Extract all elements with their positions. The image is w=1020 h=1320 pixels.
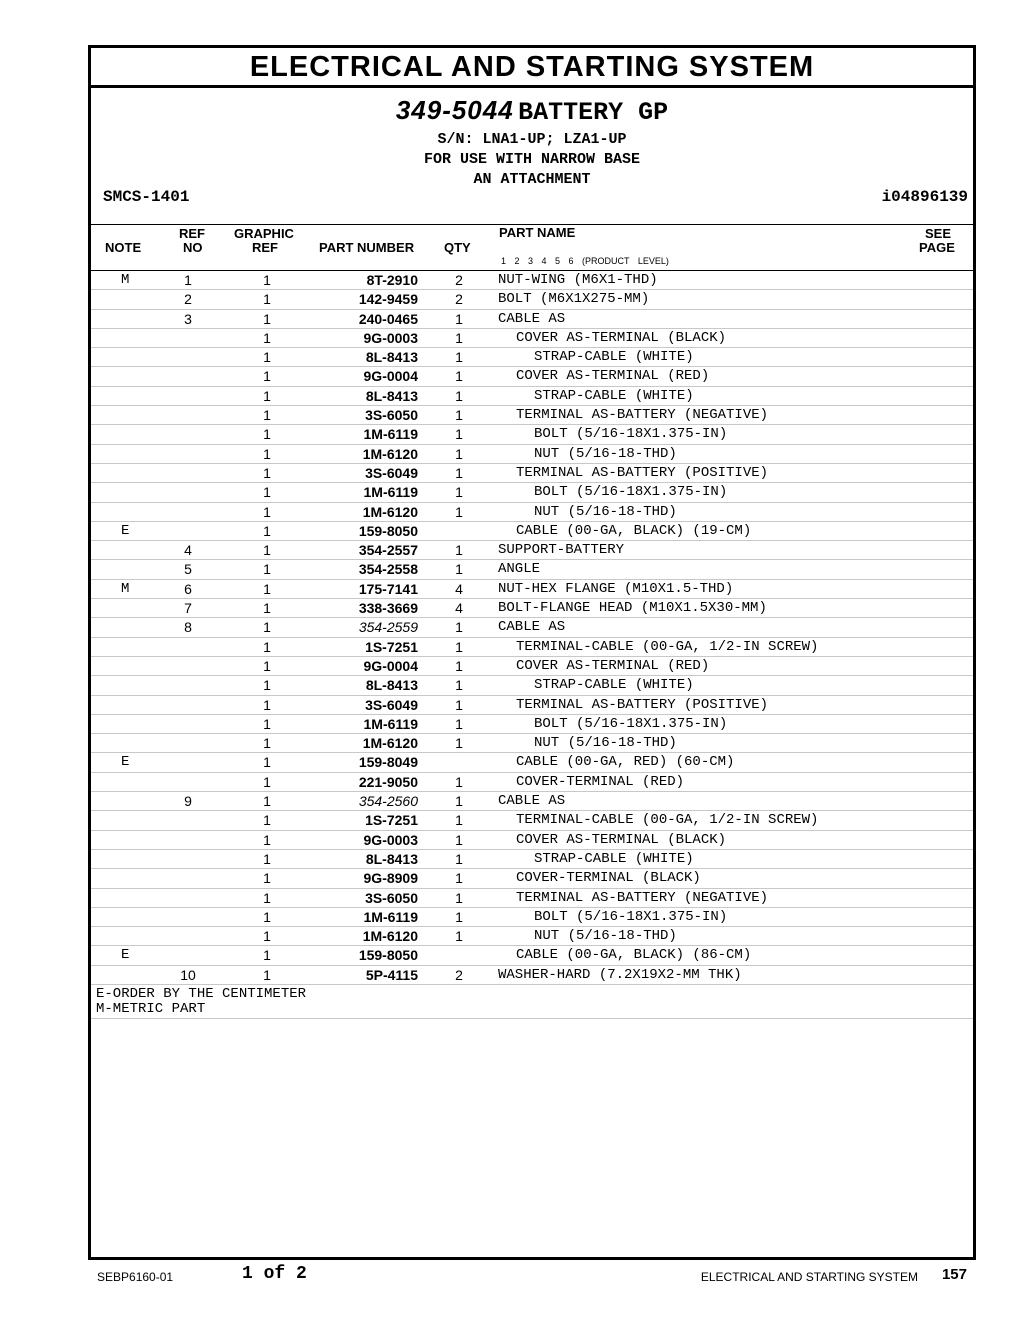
part-name-cell: COVER-TERMINAL (RED) xyxy=(516,773,685,790)
graphic-ref-cell: 1 xyxy=(263,272,271,288)
qty-cell: 1 xyxy=(455,812,463,829)
table-row xyxy=(91,310,973,329)
part-name-cell: BOLT-FLANGE HEAD (M10X1.5X30-MM) xyxy=(498,600,767,617)
footer-page-of: 1 of 2 xyxy=(242,1264,307,1284)
col-product-levels: 1 2 3 4 5 6 (PRODUCT LEVEL) xyxy=(501,256,669,266)
qty-cell: 2 xyxy=(455,272,463,288)
qty-cell: 1 xyxy=(455,561,463,578)
graphic-ref-cell: 1 xyxy=(263,870,271,887)
part-name-cell: BOLT (5/16-18X1.375-IN) xyxy=(534,426,728,443)
part-name-cell: COVER AS-TERMINAL (RED) xyxy=(516,368,710,385)
qty-cell: 1 xyxy=(455,735,463,752)
part-name-cell: COVER AS-TERMINAL (BLACK) xyxy=(516,831,727,848)
table-row xyxy=(91,503,973,522)
graphic-ref-cell: 1 xyxy=(263,484,271,501)
table-row xyxy=(91,850,973,869)
part-number-cell[interactable]: 9G-8909 xyxy=(363,870,418,887)
col-ref-bottom: NO xyxy=(183,240,203,255)
graphic-ref-cell: 1 xyxy=(263,561,271,578)
col-qty: QTY xyxy=(444,240,471,255)
part-number-cell[interactable]: 8T-2910 xyxy=(366,272,418,288)
page-footer xyxy=(0,1264,1020,1288)
parts-table xyxy=(91,271,973,985)
graphic-ref-cell: 1 xyxy=(263,600,271,617)
part-name-cell: CABLE AS xyxy=(498,793,566,810)
table-row xyxy=(91,946,973,965)
table-row xyxy=(91,908,973,927)
group-header xyxy=(91,95,973,206)
table-row xyxy=(91,638,973,657)
section-title-bar xyxy=(91,48,973,88)
qty-cell: 1 xyxy=(455,349,463,366)
graphic-ref-cell: 1 xyxy=(263,368,271,385)
table-row xyxy=(91,560,973,579)
part-name-cell: CABLE (00-GA, BLACK) (86-CM) xyxy=(516,947,752,964)
table-row xyxy=(91,753,973,772)
usage-line-2: AN ATTACHMENT xyxy=(473,171,591,188)
graphic-ref-cell: 1 xyxy=(263,522,271,539)
part-name-cell: WASHER-HARD (7.2X19X2-MM THK) xyxy=(498,966,742,983)
qty-cell: 1 xyxy=(455,638,463,655)
qty-cell: 1 xyxy=(455,657,463,674)
part-name-cell: CABLE AS xyxy=(498,310,566,327)
table-row xyxy=(91,406,973,425)
table-row xyxy=(91,329,973,348)
graphic-ref-cell: 1 xyxy=(263,831,271,848)
col-part-name: PART NAME xyxy=(499,225,576,240)
graphic-ref-cell: 1 xyxy=(263,310,271,327)
footer-section: ELECTRICAL AND STARTING SYSTEM xyxy=(700,1270,918,1284)
graphic-ref-cell: 1 xyxy=(263,889,271,906)
part-number-cell[interactable]: 159-8049 xyxy=(358,754,418,771)
qty-cell: 1 xyxy=(455,908,463,925)
part-number-cell[interactable]: 1M-6119 xyxy=(363,426,418,443)
group-number[interactable]: 349-5044 xyxy=(395,95,514,125)
part-name-cell: COVER AS-TERMINAL (BLACK) xyxy=(516,329,727,346)
table-row xyxy=(91,618,973,637)
group-name: BATTERY GP xyxy=(518,98,669,127)
ref-no-cell: 9 xyxy=(184,793,192,810)
graphic-ref-cell: 1 xyxy=(263,657,271,674)
table-row xyxy=(91,522,973,541)
col-gref-bottom: REF xyxy=(252,240,278,255)
part-name-cell: NUT (5/16-18-THD) xyxy=(534,445,677,462)
graphic-ref-cell: 1 xyxy=(263,464,271,481)
table-row xyxy=(91,773,973,792)
table-row xyxy=(91,425,973,444)
col-part-number: PART NUMBER xyxy=(319,240,415,255)
qty-cell: 1 xyxy=(455,329,463,346)
table-row xyxy=(91,927,973,946)
part-name-cell: TERMINAL AS-BATTERY (NEGATIVE) xyxy=(516,889,769,906)
serial-range: S/N: LNA1-UP; LZA1-UP xyxy=(437,131,627,148)
part-number-cell[interactable]: 1M-6120 xyxy=(362,735,418,752)
qty-cell: 1 xyxy=(455,870,463,887)
group-title-line xyxy=(91,95,973,130)
note-cell: E xyxy=(121,754,130,771)
ref-no-cell: 6 xyxy=(184,580,192,597)
qty-cell: 1 xyxy=(455,368,463,385)
table-row xyxy=(91,580,973,599)
table-row xyxy=(91,696,973,715)
part-number-cell[interactable]: 1M-6119 xyxy=(363,715,418,732)
graphic-ref-cell: 1 xyxy=(263,503,271,520)
table-row xyxy=(91,831,973,850)
part-number-cell[interactable]: 8L-8413 xyxy=(365,387,418,404)
qty-cell: 1 xyxy=(455,850,463,867)
qty-cell: 2 xyxy=(455,291,463,308)
note-centimeter: E-ORDER BY THE CENTIMETER xyxy=(96,985,307,1002)
graphic-ref-cell: 1 xyxy=(263,387,271,404)
note-metric: M-METRIC PART xyxy=(96,1000,206,1017)
part-number-cell[interactable]: 3S-6050 xyxy=(365,407,418,424)
part-name-cell: NUT-WING (M6X1-THD) xyxy=(498,272,658,288)
graphic-ref-cell: 1 xyxy=(263,850,271,867)
part-name-cell: TERMINAL-CABLE (00-GA, 1/2-IN SCREW) xyxy=(516,812,819,829)
col-see-bottom: PAGE xyxy=(919,240,955,255)
ref-no-cell: 3 xyxy=(184,310,192,327)
part-name-cell: TERMINAL AS-BATTERY (POSITIVE) xyxy=(516,464,769,481)
table-row xyxy=(91,889,973,908)
part-name-cell: STRAP-CABLE (WHITE) xyxy=(534,850,694,867)
qty-cell: 1 xyxy=(455,715,463,732)
part-number-cell[interactable]: 142-9459 xyxy=(358,291,418,308)
qty-cell: 1 xyxy=(455,542,463,559)
graphic-ref-cell: 1 xyxy=(263,773,271,790)
table-row xyxy=(91,367,973,386)
usage-line-1: FOR USE WITH NARROW BASE xyxy=(423,151,641,168)
table-row xyxy=(91,599,973,618)
qty-cell: 1 xyxy=(455,464,463,481)
qty-cell: 1 xyxy=(455,445,463,462)
ref-no-cell: 7 xyxy=(184,600,192,617)
qty-cell: 1 xyxy=(455,696,463,713)
part-name-cell: STRAP-CABLE (WHITE) xyxy=(534,677,694,694)
qty-cell: 1 xyxy=(455,889,463,906)
graphic-ref-cell: 1 xyxy=(263,580,271,597)
table-row xyxy=(91,734,973,753)
part-number-cell[interactable]: 5P-4115 xyxy=(365,966,418,983)
qty-cell: 1 xyxy=(455,677,463,694)
graphic-ref-cell: 1 xyxy=(263,947,271,964)
col-note: NOTE xyxy=(105,240,142,255)
table-row xyxy=(91,715,973,734)
note-cell: M xyxy=(121,580,130,597)
part-name-cell: STRAP-CABLE (WHITE) xyxy=(534,387,694,404)
graphic-ref-cell: 1 xyxy=(263,754,271,771)
part-name-cell: NUT (5/16-18-THD) xyxy=(534,735,677,752)
part-number-cell[interactable]: 354-2560 xyxy=(358,793,418,810)
part-number-cell[interactable]: 354-2557 xyxy=(358,542,418,559)
part-number-cell[interactable]: 1M-6120 xyxy=(362,445,418,462)
part-number-cell[interactable]: 9G-0003 xyxy=(363,329,418,346)
qty-cell: 1 xyxy=(455,310,463,327)
ref-no-cell: 5 xyxy=(184,561,192,578)
part-name-cell: TERMINAL AS-BATTERY (POSITIVE) xyxy=(516,696,769,713)
footer-doc-id: SEBP6160-01 xyxy=(97,1270,174,1284)
part-name-cell: NUT (5/16-18-THD) xyxy=(534,503,677,520)
ref-no-cell: 4 xyxy=(184,542,192,559)
table-row xyxy=(91,271,973,290)
note-cell: M xyxy=(121,272,130,288)
graphic-ref-cell: 1 xyxy=(263,966,271,983)
part-name-cell: SUPPORT-BATTERY xyxy=(498,542,625,559)
ref-no-cell: 1 xyxy=(184,272,192,288)
graphic-ref-cell: 1 xyxy=(263,445,271,462)
qty-cell: 1 xyxy=(455,831,463,848)
qty-cell: 1 xyxy=(455,503,463,520)
graphic-ref-cell: 1 xyxy=(263,407,271,424)
part-number-cell[interactable]: 354-2559 xyxy=(358,619,418,636)
part-number-cell[interactable]: 1M-6120 xyxy=(362,503,418,520)
qty-cell: 1 xyxy=(455,484,463,501)
part-number-cell[interactable]: 354-2558 xyxy=(358,561,418,578)
graphic-ref-cell: 1 xyxy=(263,696,271,713)
smcs-code: SMCS-1401 xyxy=(103,188,190,206)
graphic-ref-cell: 1 xyxy=(263,793,271,810)
part-name-cell: BOLT (5/16-18X1.375-IN) xyxy=(534,484,728,501)
col-ref-top: REF xyxy=(179,226,205,241)
col-see-top: SEE xyxy=(925,226,952,241)
table-row xyxy=(91,541,973,560)
table-row xyxy=(91,483,973,502)
table-row xyxy=(91,792,973,811)
part-number-cell[interactable]: 240-0465 xyxy=(358,310,418,327)
part-number-cell[interactable]: 3S-6049 xyxy=(365,696,418,713)
part-name-cell: BOLT (M6X1X275-MM) xyxy=(498,291,650,308)
qty-cell: 1 xyxy=(455,426,463,443)
table-row xyxy=(91,464,973,483)
illustration-id: i04896139 xyxy=(881,188,968,206)
qty-cell: 2 xyxy=(455,966,463,983)
qty-cell: 1 xyxy=(455,407,463,424)
graphic-ref-cell: 1 xyxy=(263,638,271,655)
part-number-cell[interactable]: 8L-8413 xyxy=(365,349,418,366)
qty-cell: 4 xyxy=(455,600,463,617)
part-number-cell[interactable]: 1M-6119 xyxy=(363,484,418,501)
ref-no-cell: 8 xyxy=(184,619,192,636)
part-number-cell[interactable]: 9G-0003 xyxy=(363,831,418,848)
part-number-cell[interactable]: 1M-6120 xyxy=(362,928,418,945)
part-name-cell: BOLT (5/16-18X1.375-IN) xyxy=(534,908,728,925)
table-row xyxy=(91,869,973,888)
qty-cell: 1 xyxy=(455,928,463,945)
part-number-cell[interactable]: 3S-6050 xyxy=(365,889,418,906)
notes-block xyxy=(91,985,973,1019)
part-name-cell: COVER AS-TERMINAL (RED) xyxy=(516,657,710,674)
part-number-cell[interactable]: 175-7141 xyxy=(358,580,418,597)
part-number-cell[interactable]: 9G-0004 xyxy=(363,657,418,674)
part-number-cell[interactable]: 3S-6049 xyxy=(365,464,418,481)
table-row xyxy=(91,290,973,309)
table-row xyxy=(91,811,973,830)
part-name-cell: TERMINAL AS-BATTERY (NEGATIVE) xyxy=(516,407,769,424)
section-title: ELECTRICAL AND STARTING SYSTEM xyxy=(249,51,815,83)
graphic-ref-cell: 1 xyxy=(263,619,271,636)
column-headers xyxy=(91,224,973,271)
qty-cell: 1 xyxy=(455,773,463,790)
part-name-cell: CABLE (00-GA, BLACK) (19-CM) xyxy=(516,522,752,539)
table-row xyxy=(91,445,973,464)
part-name-cell: BOLT (5/16-18X1.375-IN) xyxy=(534,715,728,732)
part-number-cell[interactable]: 1M-6119 xyxy=(363,908,418,925)
table-row xyxy=(91,966,973,985)
part-name-cell: NUT-HEX FLANGE (M10X1.5-THD) xyxy=(498,580,734,597)
graphic-ref-cell: 1 xyxy=(263,426,271,443)
graphic-ref-cell: 1 xyxy=(263,812,271,829)
col-gref-top: GRAPHIC xyxy=(234,226,294,241)
qty-cell: 1 xyxy=(455,387,463,404)
ref-no-cell: 10 xyxy=(180,966,196,983)
graphic-ref-cell: 1 xyxy=(263,735,271,752)
part-name-cell: NUT (5/16-18-THD) xyxy=(534,928,677,945)
qty-cell: 1 xyxy=(455,793,463,810)
table-row xyxy=(91,348,973,367)
graphic-ref-cell: 1 xyxy=(263,677,271,694)
ref-no-cell: 2 xyxy=(184,291,192,308)
part-number-cell[interactable]: 338-3669 xyxy=(358,600,418,617)
table-row xyxy=(91,387,973,406)
part-number-cell[interactable]: 1S-7251 xyxy=(365,638,418,655)
graphic-ref-cell: 1 xyxy=(263,928,271,945)
part-number-cell[interactable]: 221-9050 xyxy=(358,773,418,790)
qty-cell: 1 xyxy=(455,619,463,636)
footer-page-number: 157 xyxy=(941,1266,967,1283)
part-number-cell[interactable]: 8L-8413 xyxy=(365,850,418,867)
part-number-cell[interactable]: 159-8050 xyxy=(358,947,418,964)
graphic-ref-cell: 1 xyxy=(263,542,271,559)
graphic-ref-cell: 1 xyxy=(263,291,271,308)
part-number-cell[interactable]: 9G-0004 xyxy=(363,368,418,385)
part-name-cell: STRAP-CABLE (WHITE) xyxy=(534,349,694,366)
note-cell: E xyxy=(121,947,130,964)
graphic-ref-cell: 1 xyxy=(263,908,271,925)
qty-cell: 4 xyxy=(455,580,463,597)
page-frame xyxy=(88,45,976,1260)
graphic-ref-cell: 1 xyxy=(263,715,271,732)
note-cell: E xyxy=(121,522,130,539)
part-name-cell: ANGLE xyxy=(498,561,541,578)
graphic-ref-cell: 1 xyxy=(263,329,271,346)
part-name-cell: CABLE (00-GA, RED) (60-CM) xyxy=(516,754,735,771)
part-name-cell: COVER-TERMINAL (BLACK) xyxy=(516,870,701,887)
part-name-cell: CABLE AS xyxy=(498,619,566,636)
part-name-cell: TERMINAL-CABLE (00-GA, 1/2-IN SCREW) xyxy=(516,638,819,655)
table-row xyxy=(91,657,973,676)
part-number-cell[interactable]: 1S-7251 xyxy=(365,812,418,829)
part-number-cell[interactable]: 159-8050 xyxy=(358,522,418,539)
graphic-ref-cell: 1 xyxy=(263,349,271,366)
part-number-cell[interactable]: 8L-8413 xyxy=(365,677,418,694)
table-row xyxy=(91,676,973,695)
